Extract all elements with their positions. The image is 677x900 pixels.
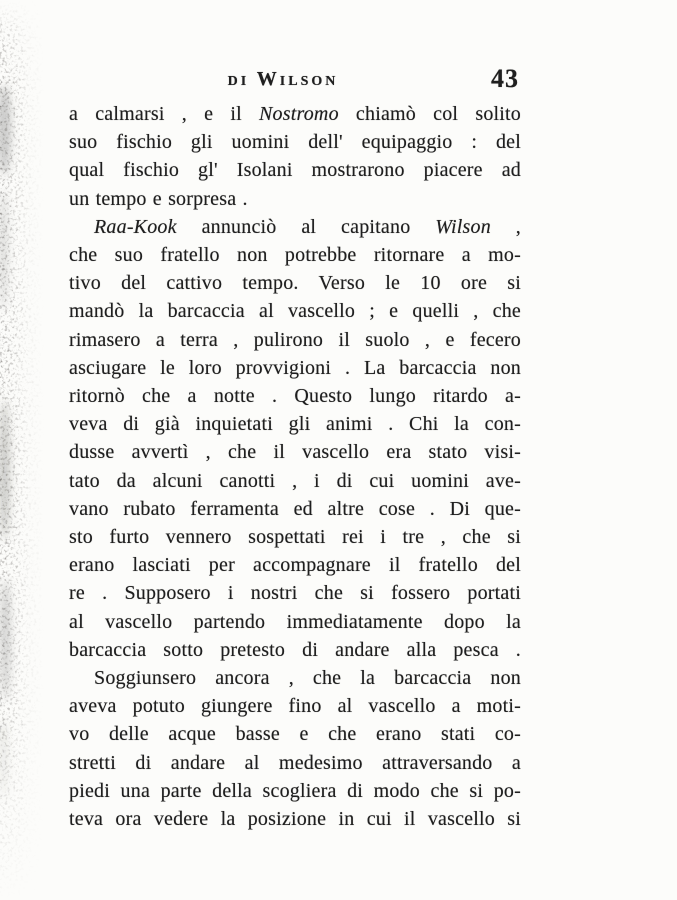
scan-gutter-noise (0, 0, 44, 900)
text-line: veva di già inquietati gli animi . Chi la con- (69, 413, 521, 436)
text-line: rimasero a terra , pulirono il suolo , e fecero (69, 328, 521, 351)
text-line: aveva potuto giungere fino al vascello a moti- (69, 695, 521, 718)
text-line: al vascello partendo immediatamente dopo la (69, 610, 521, 633)
text-line: dusse avvertì , che il vascello era stato visi- (69, 441, 521, 464)
text-line: Soggiunsero ancora , che la barcaccia non (94, 667, 521, 690)
text-line: tato da alcuni canotti , i di cui uomini ave- (69, 469, 521, 492)
text-segment: chiamò col solito (338, 103, 521, 125)
text-line: teva ora vedere la posizione in cui il vascello si (69, 808, 521, 831)
page-text (69, 100, 521, 833)
text-line: re . Supposero i nostri che si fossero portati (69, 582, 521, 605)
text-line: mandò la barcaccia al vascello ; e quelli , che (69, 300, 521, 323)
text-line: un tempo e sorpresa . (69, 187, 248, 210)
text-line: vo delle acque basse e che erano stati co- (69, 723, 521, 746)
text-line: stretti di andare al medesimo attraversando a (69, 751, 521, 774)
text-line: piedi una parte della scogliera di modo che si po- (69, 779, 521, 802)
text-segment-italic: Raa-Kook (94, 215, 177, 238)
text-line: barcaccia sotto pretesto di andare alla pesca . (69, 638, 521, 661)
text-segment: annunciò al capitano (176, 215, 436, 238)
text-line (69, 213, 521, 241)
text-segment: a calmarsi , e il (69, 103, 259, 125)
text-line (69, 100, 521, 128)
text-segment-italic: Wilson (435, 215, 491, 238)
text-line: erano lasciati per accompagnare il fratello del (69, 554, 521, 577)
text-line: asciugare le loro provvigioni . La barcaccia non (69, 356, 521, 379)
page-header (69, 64, 521, 96)
text-line: suo fischio gli uomini dell' equipaggio : del (69, 131, 521, 154)
running-title: di Wilson (227, 68, 339, 90)
text-line: sto furto vennero sospettati rei i tre , che si (69, 526, 521, 549)
text-segment: , (490, 215, 522, 238)
text-line: vano rubato ferramenta ed altre cose . Di que- (69, 497, 521, 520)
text-line: che suo fratello non potrebbe ritornare a mo- (69, 244, 521, 267)
text-line: tivo del cattivo tempo. Verso le 10 ore si (69, 272, 521, 295)
page-number: 43 (491, 64, 519, 93)
text-line: ritornò che a notte . Questo lungo ritardo a- (69, 385, 521, 408)
text-line: qual fischio gl' Isolani mostrarono piacere ad (69, 159, 521, 182)
text-segment-italic: Nostromo (259, 103, 339, 125)
